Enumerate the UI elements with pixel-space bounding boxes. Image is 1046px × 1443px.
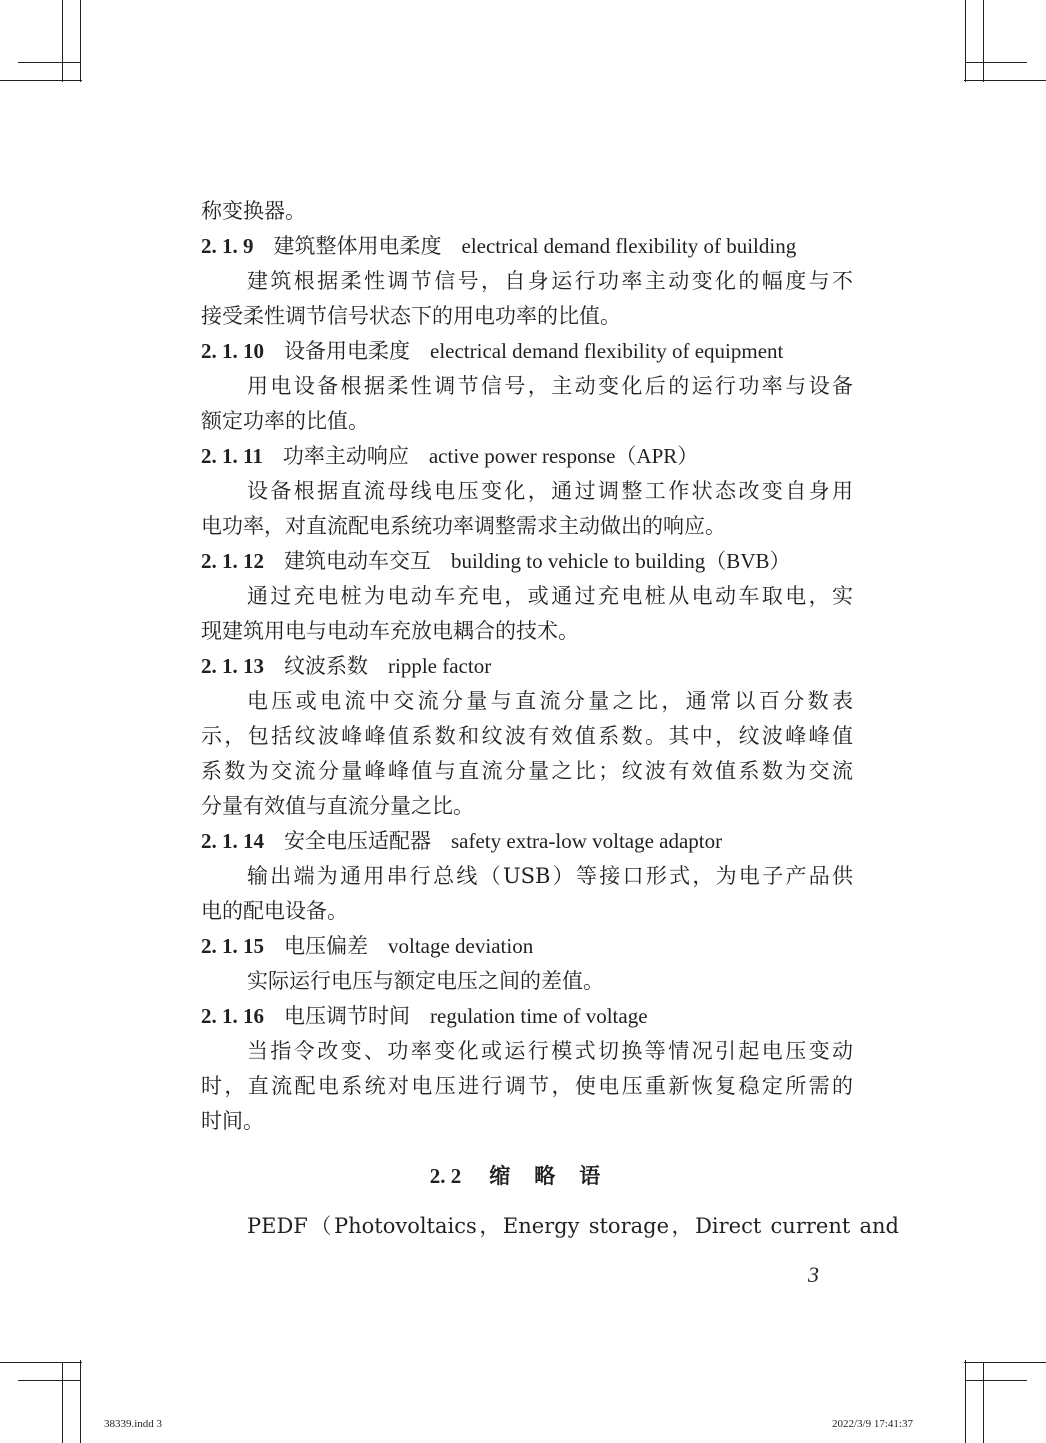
- text-line: 示，包括纹波峰峰值系数和纹波有效值系数。其中，纹波峰峰值: [201, 724, 853, 748]
- term-chinese: 建筑整体用电柔度: [273, 234, 442, 258]
- crop-mark: [965, 62, 1027, 63]
- text-line: 时，直流配电系统对电压进行调节，使电压重新恢复稳定所需的: [201, 1074, 853, 1098]
- body-text: [201, 194, 853, 1139]
- crop-mark: [80, 0, 81, 82]
- crop-mark: [80, 1360, 81, 1443]
- text-line: 建筑根据柔性调节信号，自身运行功率主动变化的幅度与不: [247, 269, 853, 293]
- term-number: 2. 1. 16: [201, 1004, 264, 1028]
- term-number: 2. 1. 14: [201, 829, 264, 853]
- term-heading: [201, 334, 853, 369]
- slug-timestamp: 2022/3/9 17:41:37: [832, 1418, 913, 1430]
- term-chinese: 电压调节时间: [284, 1004, 410, 1028]
- term-english: electrical demand flexibility of building: [461, 234, 797, 258]
- text-line: 额定功率的比值。: [201, 409, 369, 433]
- text-line: 通过充电桩为电动车充电，或通过充电桩从电动车取电，实: [247, 584, 853, 608]
- crop-mark: [964, 1362, 1046, 1363]
- term-heading: [201, 229, 853, 264]
- term-heading: [201, 929, 853, 964]
- term-heading: [201, 439, 853, 474]
- term-english: safety extra-low voltage adaptor: [451, 829, 723, 853]
- term-english: regulation time of voltage: [430, 1004, 648, 1028]
- text-line: 电功率，对直流配电系统功率调整需求主动做出的响应。: [201, 514, 726, 538]
- term-number: 2. 1. 12: [201, 549, 264, 573]
- crop-mark: [18, 1380, 80, 1381]
- term-chinese: 安全电压适配器: [284, 829, 431, 853]
- term-number: 2. 1. 10: [201, 339, 264, 363]
- crop-mark: [62, 0, 63, 82]
- crop-mark: [983, 1362, 984, 1443]
- slug-file: 38339.indd 3: [104, 1418, 163, 1430]
- term-chinese: 功率主动响应: [282, 444, 409, 468]
- term-chinese: 电压偏差: [284, 934, 368, 958]
- term-number: 2. 1. 15: [201, 934, 264, 958]
- text-line: 当指令改变、功率变化或运行模式切换等情况引起电压变动: [247, 1039, 853, 1063]
- section-title: 缩略语: [489, 1163, 625, 1188]
- text-line: 实际运行电压与额定电压之间的差值。: [247, 969, 604, 993]
- term-heading: [201, 824, 853, 859]
- crop-mark: [983, 0, 984, 82]
- text-line: 电的配电设备。: [201, 899, 348, 923]
- text-line: 输出端为通用串行总线（USB）等接口形式，为电子产品供: [247, 864, 853, 888]
- paragraph: PEDF（Photovoltaics，Energy storage，Direct current and: [247, 1214, 899, 1238]
- crop-mark: [0, 1362, 82, 1363]
- crop-mark: [18, 62, 80, 63]
- term-chinese: 纹波系数: [284, 654, 368, 678]
- crop-mark: [965, 1380, 1027, 1381]
- crop-mark: [965, 1360, 966, 1443]
- crop-mark: [62, 1362, 63, 1443]
- crop-mark: [964, 80, 1046, 81]
- text-line: 现建筑用电与电动车充放电耦合的技术。: [201, 619, 579, 643]
- term-english: voltage deviation: [388, 934, 534, 958]
- term-heading: [201, 999, 853, 1034]
- term-number: 2. 1. 9: [201, 234, 254, 258]
- term-heading: [201, 649, 853, 684]
- section-number: 2. 2: [429, 1164, 462, 1188]
- term-chinese: 设备用电柔度: [284, 339, 410, 363]
- text-line: 电压或电流中交流分量与直流分量之比，通常以百分数表: [247, 689, 853, 713]
- term-number: 2. 1. 11: [201, 444, 263, 468]
- term-english: active power response（APR）: [428, 444, 699, 468]
- term-english: ripple factor: [388, 654, 492, 678]
- term-english: building to vehicle to building（BVB）: [451, 549, 791, 573]
- term-number: 2. 1. 13: [201, 654, 264, 678]
- page-number: 3: [808, 1262, 819, 1287]
- text-line: 时间。: [201, 1109, 264, 1133]
- term-chinese: 建筑电动车交互: [284, 549, 431, 573]
- crop-mark: [0, 80, 82, 81]
- text-line: 设备根据直流母线电压变化，通过调整工作状态改变自身用: [247, 479, 853, 503]
- term-heading: [201, 544, 853, 579]
- text-line: 称变换器。: [201, 199, 306, 223]
- term-english: electrical demand flexibility of equipment: [430, 339, 784, 363]
- text-line: 用电设备根据柔性调节信号，主动变化后的运行功率与设备: [247, 374, 853, 398]
- crop-mark: [965, 0, 966, 82]
- section-heading: [201, 1158, 853, 1194]
- text-line: 系数为交流分量峰峰值与直流分量之比；纹波有效值系数为交流: [201, 759, 853, 783]
- text-line: 分量有效值与直流分量之比。: [201, 794, 474, 818]
- text-line: 接受柔性调节信号状态下的用电功率的比值。: [201, 304, 621, 328]
